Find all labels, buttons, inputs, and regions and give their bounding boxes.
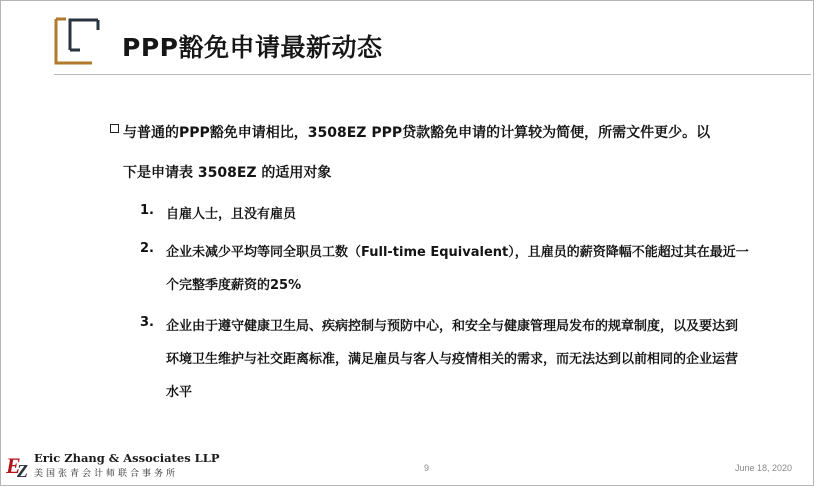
checkbox-bullet-icon bbox=[110, 124, 119, 133]
page-number: 9 bbox=[424, 463, 430, 473]
title-divider bbox=[54, 74, 811, 75]
item-3-line-1: 企业由于遵守健康卫生局、疾病控制与预防中心，和安全与健康管理局发布的规章制度，以及要达到 bbox=[166, 319, 739, 334]
brand-bracket-logo-icon bbox=[54, 16, 106, 66]
firm-name-chinese: 美国张青会计师联合事务所 bbox=[34, 469, 179, 479]
firm-name-english: Eric Zhang & Associates LLP bbox=[34, 451, 220, 465]
intro-line-2: 下是申请表 3508EZ 的适用对象 bbox=[123, 165, 332, 181]
item-number: 3. bbox=[140, 315, 154, 330]
item-number: 1. bbox=[140, 203, 154, 218]
slide-title: PPP豁免申请最新动态 bbox=[122, 33, 383, 62]
item-3-line-3: 水平 bbox=[166, 385, 193, 400]
item-2-line-2: 个完整季度薪资的25% bbox=[166, 278, 302, 293]
svg-text:E: E bbox=[6, 453, 21, 478]
item-1-line-1: 自雇人士，且没有雇员 bbox=[166, 207, 297, 222]
item-3-line-2: 环境卫生维护与社交距离标准，满足雇员与客人与疫情相关的需求，而无法达到以前相同的企业运营 bbox=[166, 352, 739, 367]
item-2-line-1: 企业未减少平均等同全职员工数（Full-time Equivalent），且雇员的薪资降幅不能超过其在最近一 bbox=[166, 245, 749, 260]
intro-line-1: 与普通的PPP豁免申请相比，3508EZ PPP贷款豁免申请的计算较为简便，所需文件更少。以 bbox=[123, 125, 711, 141]
firm-logo-icon bbox=[6, 452, 34, 478]
slide-date: June 18, 2020 bbox=[735, 463, 793, 473]
item-number: 2. bbox=[140, 241, 154, 256]
svg-text:Z: Z bbox=[17, 461, 28, 478]
